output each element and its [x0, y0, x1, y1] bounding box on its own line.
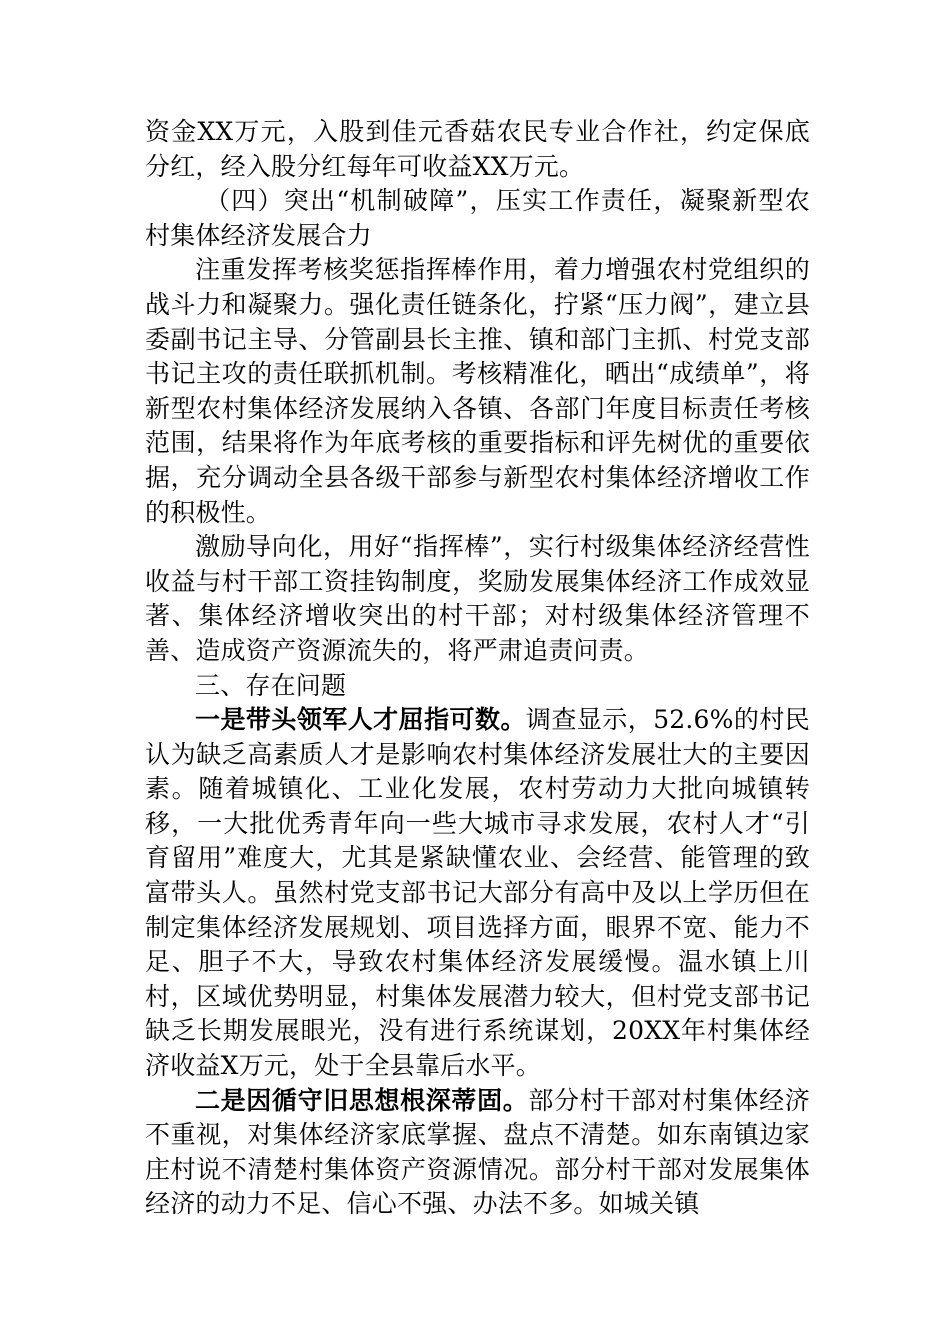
paragraph-mindset-problem — [145, 1084, 810, 1222]
bold-lead-talent: 一是带头领军人才屈指可数。 — [195, 705, 526, 735]
paragraph-assessment: 注重发挥考核奖惩指挥棒作用，着力增强农村党组织的战斗力和凝聚力。强化责任链条化，拧紧“压力阀”，建立县委副书记主导、分管副县长主推、镇和部门主抓、村党支部书记主攻的责任联抓机制。考核精准化，晒出“成绩单”，将新型农村集体经济发展纳入各镇、各部门年度目标责任考核范围，结果将作为年底考核的重要指标和评先树优的重要依据，充分调动全县各级干部参与新型农村集体经济增收工作的积极性。 — [145, 255, 810, 527]
paragraph-mindset-body: 部分村干部对村集体经济不重视，对集体经济家底掌握、盘点不清楚。如东南镇边家庄村说不清楚村集体资产资源情况。部分村干部对发展集体经济的动力不足、信心不强、办法不多。如城关镇 — [145, 1085, 810, 1219]
paragraph-incentive: 激励导向化，用好“指挥棒”，实行村级集体经济经营性收益与村干部工资挂钩制度，奖励发展集体经济工作成效显著、集体经济增收突出的村干部；对村级集体经济管理不善、造成资产资源流失的，将严肃追责问责。 — [145, 532, 810, 665]
bold-lead-mindset: 二是因循守旧思想根深蒂固。 — [195, 1085, 529, 1115]
paragraph-continuation: 资金XX万元，入股到佳元香菇农民专业合作社，约定保底分红，经入股分红每年可收益XX万元。 — [145, 117, 810, 181]
document-body — [145, 115, 810, 1222]
section-heading-four: （四）突出“机制破障”，压实工作责任，凝聚新型农村集体经济发展合力 — [145, 186, 810, 250]
paragraph-talent-problem — [145, 703, 810, 1084]
paragraph-talent-body: 调查显示，52.6%的村民认为缺乏高素质人才是影响农村集体经济发展壮大的主要因素。随着城镇化、工业化发展，农村劳动力大批向城镇转移，一大批优秀青年向一些大城市寻求发展，农村人才“引育留用”难度大，尤其是紧缺懂农业、会经营、能管理的致富带头人。虽然村党支部书记大部分有高中及以上学历但在制定集体经济发展规划、项目选择方面，眼界不宽、能力不足、胆子不大，导致农村集体经济发展缓慢。温水镇上川村，区域优势明显，村集体发展潜力较大，但村党支部书记缺乏长期发展眼光，没有进行系统谋划，20XX年村集体经济收益X万元，处于全县靠后水平。 — [145, 705, 810, 1081]
section-heading-problems: 三、存在问题 — [195, 670, 347, 700]
